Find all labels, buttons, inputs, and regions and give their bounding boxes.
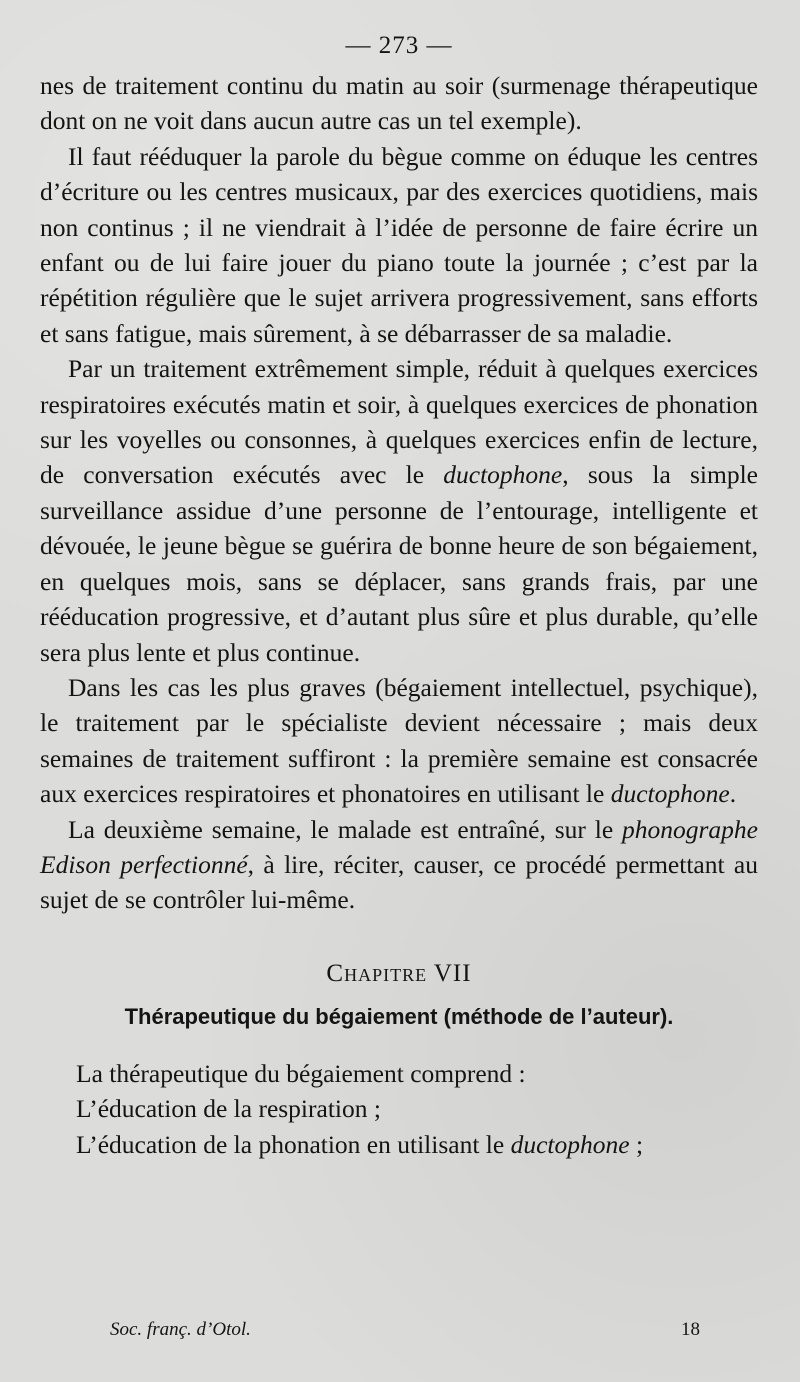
- list-item-phonation: [40, 1127, 758, 1162]
- paragraph-3-emphasis: ductophone: [443, 460, 563, 490]
- footer-signature-number: 18: [681, 1319, 700, 1340]
- list-item-phonation-text-b: ;: [629, 1129, 644, 1159]
- paragraph-4: [40, 670, 758, 812]
- paragraph-5-text-b: , à lire, réciter, causer, ce procédé permettant au sujet de se contrôler lui-même.: [40, 849, 758, 915]
- paragraph-4-text-b: .: [729, 779, 737, 809]
- chapter-title: Chapitre VII: [326, 959, 472, 987]
- paragraph-5-text-a: La deuxième semaine, le malade est entraîné, sur le: [68, 814, 622, 844]
- paragraph-2: Il faut rééduquer la parole du bègue comme on éduque les centres d’écriture ou les centres musicaux, par des exercices quotidiens, mais non continus ; il ne viendrait à l’idée de personne de faire écrire un enfant ou de lui faire jouer du piano toute la journée ; c’est par la répétition régulière que le sujet arrivera progressivement, sans efforts et sans fatigue, mais sûrement, à se débarrasser de sa maladie.: [40, 141, 758, 348]
- footer-society: Soc. franç. d’Otol.: [110, 1319, 251, 1340]
- list-intro: La thérapeutique du bégaiement comprend :: [76, 1058, 526, 1088]
- chapter-subtitle: Thérapeutique du bégaiement (méthode de l’auteur).: [124, 1003, 674, 1029]
- page-number: — 273 —: [345, 32, 453, 59]
- list-item-phonation-emphasis: ductophone: [510, 1129, 630, 1159]
- paragraph-1: nes de traitement continu du matin au soir (surmenage thérapeutique dont on ne voit dans aucun autre cas un tel exemple).: [40, 71, 758, 136]
- paragraph-4-emphasis: ductophone: [610, 779, 730, 809]
- paragraph-4-text-a: Dans les cas les plus graves (bégaiement intellectuel, psychique), le traitement par le spécialiste devient nécessaire ; mais deux semaines de traitement suffiront : la première semaine est consacrée aux exercices respiratoires et phonatoires en utilisant le: [40, 672, 758, 809]
- list-item-respiration: L’éducation de la respiration ;: [76, 1094, 381, 1124]
- paragraph-5-emphasis: phonographe Edison perfectionné: [40, 814, 758, 879]
- list-item-phonation-text-a: L’éducation de la phonation en utilisant le: [76, 1129, 511, 1159]
- paragraph-3-text-a: Par un traitement extrêmement simple, réduit à quelques exercices respiratoires exécutés matin et soir, à quelques exercices de phonation sur les voyelles ou consonnes, à quelques exercices enfin de lecture, de conversation exécutés avec le: [40, 354, 758, 490]
- page-footer: [110, 1318, 700, 1342]
- paragraph-3: [40, 351, 758, 670]
- paragraph-3-text-b: , sous la simple surveillance assidue d’une personne de l’entourage, intelligente et dévouée, le jeune bègue se guérira de bonne heure de son bégaiement, en quelques mois, sans se déplacer, sans grands frais, par une rééducation progressive, et d’autant plus sûre et plus durable, qu’elle sera plus lente et plus continue.: [40, 460, 759, 667]
- paragraph-5: [40, 812, 758, 918]
